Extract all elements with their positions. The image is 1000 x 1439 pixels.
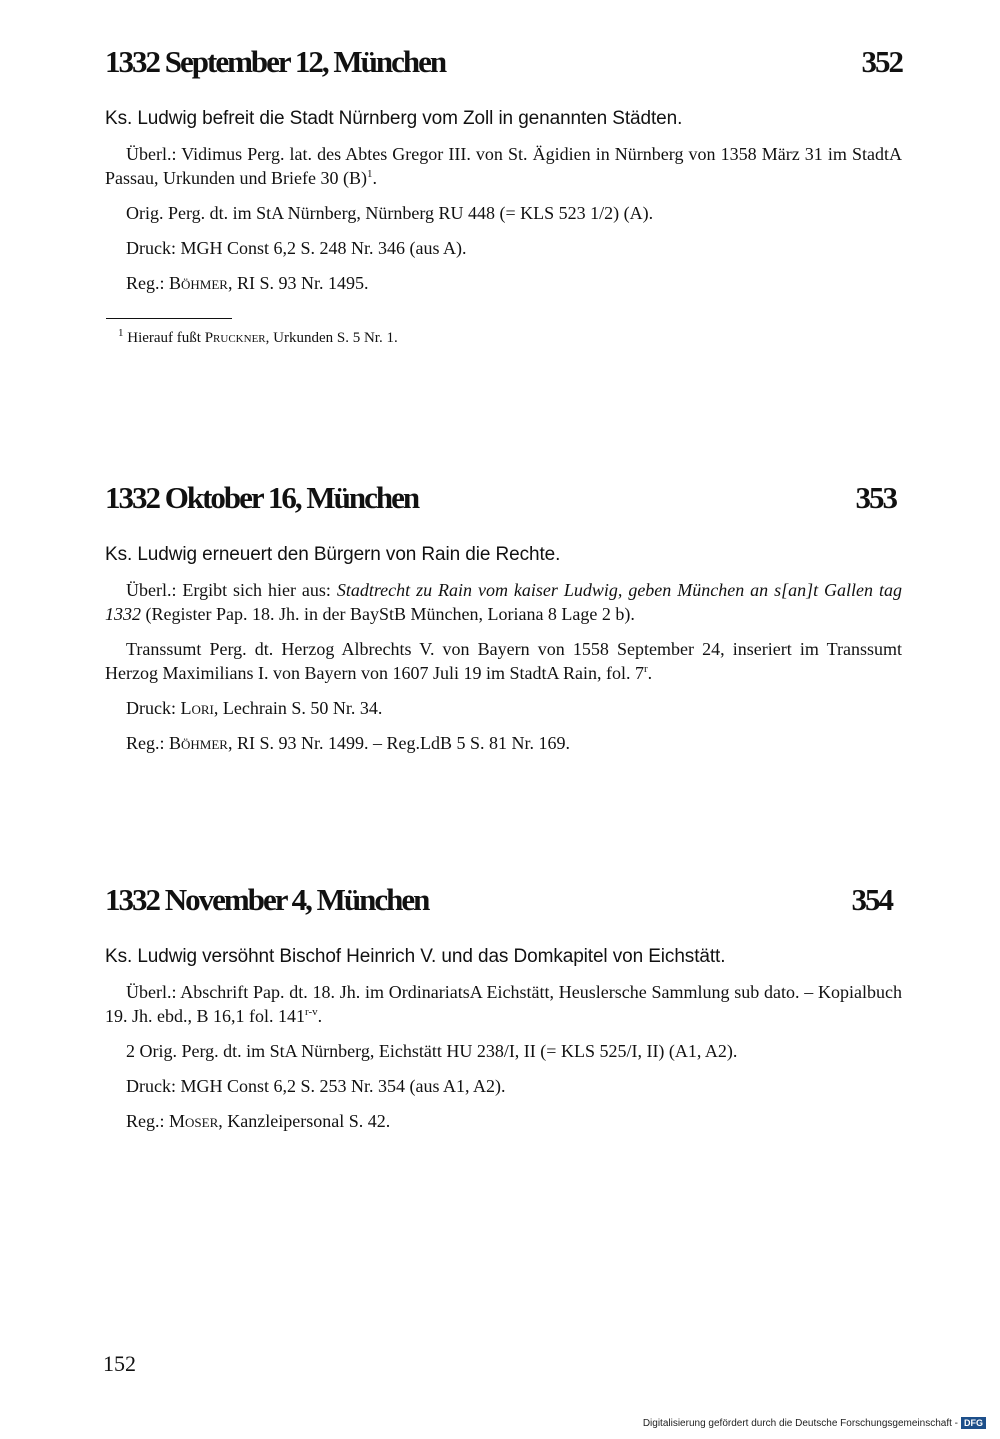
regest: Reg.: Böhmer, RI S. 93 Nr. 1499. – Reg.LdB 5 S. 81 Nr. 169. (126, 733, 570, 753)
original-note: 2 Orig. Perg. dt. im StA Nürnberg, Eichstätt HU 238/I, II (= KLS 525/I, II) (A1, A2). (126, 1041, 738, 1061)
regest: Reg.: Böhmer, RI S. 93 Nr. 1495. (126, 273, 369, 293)
entry-title: 1332 September 12, München (105, 44, 446, 79)
entry-title: 1332 November 4, München (105, 882, 429, 917)
entry-summary: Ks. Ludwig erneuert den Bürgern von Rain die Rechte. (105, 544, 561, 565)
original-note: Orig. Perg. dt. im StA Nürnberg, Nürnberg RU 448 (= KLS 523 1/2) (A). (126, 203, 654, 223)
entry-title: 1332 Oktober 16, München (105, 480, 419, 515)
ueberlieferung: Überl.: Vidimus Perg. lat. des Abtes Gregor III. von St. Ägidien in Nürnberg von 1358 März 31 im StadtA Passau, Urkunden und Briefe 30 $(B)^1$. (105, 144, 902, 188)
entry-number: 353 (855, 480, 896, 515)
dfg-logo: DFG (961, 1417, 986, 1429)
print-edition: Druck: Lori, Lechrain S. 50 Nr. 34. (126, 698, 383, 718)
entry-heading (105, 480, 902, 520)
funding-note (643, 1417, 986, 1431)
funding-text: Digitalisierung gefördert durch die Deutsche Forschungsgemeinschaft - (642, 1418, 958, 1429)
entry-heading (105, 44, 902, 84)
entry-heading (105, 882, 902, 922)
entry-number: 352 (861, 44, 902, 79)
print-edition: Druck: MGH Const 6,2 S. 253 Nr. 354 (aus A1, A2). (126, 1076, 506, 1096)
entry-353 (105, 480, 902, 755)
footnote-ref: 1 (366, 168, 373, 180)
print-edition: Druck: MGH Const 6,2 S. 248 Nr. 346 (aus A). (126, 238, 467, 258)
footnote: $^1$ Hierauf fußt Pruckner, Urkunden S. 5 Nr. 1. (118, 327, 398, 346)
transsumt-note: Transsumt Perg. dt. Herzog Albrechts V. von Bayern von 1558 September 24, inseriert im Transsumt Herzog Maximilians I. von Bayern von 1607 Juli 19 im StadtA Rain, fol. 7$^r$. (105, 639, 902, 683)
entry-summary: Ks. Ludwig befreit die Stadt Nürnberg vom Zoll in genannten Städten. (105, 108, 683, 129)
entry-354 (105, 882, 902, 1133)
entry-352 (105, 44, 902, 348)
page-number: 152 (103, 1351, 136, 1376)
footnote-divider (106, 318, 232, 319)
entry-number: 354 (851, 882, 892, 917)
regest: Reg.: Moser, Kanzleipersonal S. 42. (126, 1111, 391, 1131)
entry-summary: Ks. Ludwig versöhnt Bischof Heinrich V. und das Domkapitel von Eichstätt. (105, 946, 726, 967)
ueberlieferung: Überl.: Ergibt sich hier aus: Stadtrecht zu Rain vom kaiser Ludwig, geben München an s[an]t Gallen tag 1332 (Register Pap. 18. Jh. in der BayStB München, Loriana 8 Lage 2 b). (105, 580, 902, 624)
ueberlieferung: Überl.: Abschrift Pap. dt. 18. Jh. im OrdinariatsA Eichstätt, Heuslersche Sammlung sub dato. – Kopialbuch 19. Jh. ebd., B 16,1 fol. 141$^{r-v}$. (105, 982, 902, 1026)
